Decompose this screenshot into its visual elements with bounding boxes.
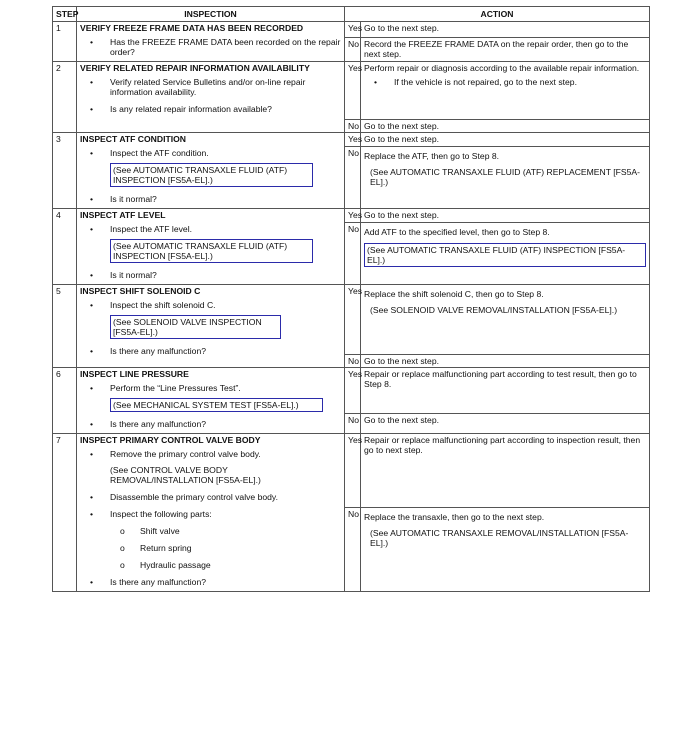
step-2-inspection [77,62,345,133]
step-5-title: INSPECT SHIFT SOLENOID C [80,286,201,296]
step-3-yes: Yes [345,133,361,147]
step-5-yes-reference: (See SOLENOID VALVE REMOVAL/INSTALLATION [FS5A-EL].) [370,305,618,315]
step-1-no-action: Record the FREEZE FRAME DATA on the repair order, then go to the next step. [361,38,650,62]
step-5-reference-link[interactable]: (See SOLENOID VALVE INSPECTION [FS5A-EL].) [110,315,281,339]
step-2-yes: Yes [345,62,361,120]
step-7-number: 7 [53,434,77,592]
step-2-yes-bullet: • If the vehicle is not repaired, go to the next step. [374,77,577,87]
step-2-title: VERIFY RELATED REPAIR INFORMATION AVAILABILITY [80,63,310,73]
step-5-inspection [77,285,345,368]
step-1-title: VERIFY FREEZE FRAME DATA HAS BEEN RECORDED [80,23,304,33]
step-4-no-action: Add ATF to the specified level, then go to Step 8. (See AUTOMATIC TRANSAXLE FLUID (ATF) INSPECTION [FS5A-EL].) [361,223,650,285]
step-7-part-1: o Shift valve [120,526,180,536]
step-6-yes-action: Repair or replace malfunctioning part according to test result, then go to Step 8. [361,368,650,414]
step-1-number: 1 [53,22,77,62]
bullet-icon: • [90,148,94,158]
step-4-no-reference-link[interactable]: (See AUTOMATIC TRANSAXLE FLUID (ATF) INSPECTION [FS5A-EL].) [364,243,646,267]
bullet-icon: • [90,509,94,519]
step-7-no-action: Replace the transaxle, then go to the next step. (See AUTOMATIC TRANSAXLE REMOVAL/INSTALLATION [FS5A-EL].) [361,508,650,592]
circle-bullet-icon: o [120,543,125,553]
step-3-yes-action: Go to the next step. [361,133,650,147]
step-7-yes: Yes [345,434,361,508]
step-5-row-yes [53,285,650,355]
circle-bullet-icon: o [120,560,125,570]
step-4-number: 4 [53,209,77,285]
diagnostic-table [52,6,650,592]
step-3-no: No [345,147,361,209]
step-4-no: No [345,223,361,285]
step-6-number: 6 [53,368,77,434]
step-7-no: No [345,508,361,592]
step-1-question: • Has the FREEZE FRAME DATA been recorded on the repair order? [90,37,341,57]
step-4-title: INSPECT ATF LEVEL [80,210,166,220]
bullet-icon: • [90,449,94,459]
step-5-bullet-1: • Inspect the shift solenoid C. [90,300,216,310]
step-7-bullet-2: • Disassemble the primary control valve body. [90,492,278,502]
header-step: STEP [53,7,77,22]
bullet-icon: • [90,492,94,502]
bullet-icon: • [90,383,94,393]
step-3-number: 3 [53,133,77,209]
bullet-icon: • [90,577,94,587]
circle-bullet-icon: o [120,526,125,536]
step-7-bullet-3: • Inspect the following parts: [90,509,212,519]
step-6-reference-link[interactable]: (See MECHANICAL SYSTEM TEST [FS5A-EL].) [110,398,323,412]
bullet-icon: • [90,300,94,310]
step-7-row-yes [53,434,650,508]
step-7-inspection [77,434,345,592]
header-row [53,7,650,22]
step-1-inspection [77,22,345,62]
bullet-icon: • [90,224,94,234]
step-2-no: No [345,120,361,133]
step-5-no-action: Go to the next step. [361,355,650,368]
step-7-bullet-1: • Remove the primary control valve body. [90,449,261,459]
step-6-inspection [77,368,345,434]
step-6-no: No [345,414,361,434]
bullet-icon: • [90,419,94,429]
step-6-bullet-1: • Perform the “Line Pressures Test”. [90,383,241,393]
step-3-question: • Is it normal? [90,194,157,204]
step-3-inspection [77,133,345,209]
bullet-icon: • [90,270,94,280]
step-5-question: • Is there any malfunction? [90,346,207,356]
step-1-yes: Yes [345,22,361,38]
step-4-reference-link[interactable]: (See AUTOMATIC TRANSAXLE FLUID (ATF) INSPECTION [FS5A-EL].) [110,239,313,263]
step-7-part-2: o Return spring [120,543,192,553]
header-inspection: INSPECTION [77,7,345,22]
step-4-inspection [77,209,345,285]
header-action: ACTION [345,7,650,22]
step-4-bullet-1: • Inspect the ATF level. [90,224,192,234]
step-4-row-yes [53,209,650,223]
bullet-icon: • [90,194,94,204]
step-3-no-action: Replace the ATF, then go to Step 8. (See AUTOMATIC TRANSAXLE FLUID (ATF) REPLACEMENT [FS5A-EL].) [361,147,650,209]
step-2-row-yes [53,62,650,120]
step-5-yes-action: Replace the shift solenoid C, then go to Step 8. (See SOLENOID VALVE REMOVAL/INSTALLATION [FS5A-EL].) [361,285,650,355]
step-7-part-3: o Hydraulic passage [120,560,211,570]
step-4-yes-action: Go to the next step. [361,209,650,223]
bullet-icon: • [90,77,94,87]
step-2-yes-action: Perform repair or diagnosis according to the available repair information. • If the vehicle is not repaired, go to the next step. [361,62,650,120]
step-3-reference-link[interactable]: (See AUTOMATIC TRANSAXLE FLUID (ATF) INSPECTION [FS5A-EL].) [110,163,313,187]
step-6-yes: Yes [345,368,361,414]
step-5-yes: Yes [345,285,361,355]
step-1-row-yes [53,22,650,38]
step-7-yes-action: Repair or replace malfunctioning part according to inspection result, then go to next step. [361,434,650,508]
step-7-question: • Is there any malfunction? [90,577,207,587]
bullet-icon: • [90,37,94,47]
step-3-title: INSPECT ATF CONDITION [80,134,186,144]
step-3-bullet-1: • Inspect the ATF condition. [90,148,209,158]
step-2-no-action: Go to the next step. [361,120,650,133]
step-3-no-reference: (See AUTOMATIC TRANSAXLE FLUID (ATF) REPLACEMENT [FS5A-EL].) [370,167,640,187]
bullet-icon: • [90,346,94,356]
step-7-title: INSPECT PRIMARY CONTROL VALVE BODY [80,435,261,445]
step-7-no-reference: (See AUTOMATIC TRANSAXLE REMOVAL/INSTALLATION [FS5A-EL].) [370,528,629,548]
step-4-question: • Is it normal? [90,270,157,280]
step-6-no-action: Go to the next step. [361,414,650,434]
step-1-no: No [345,38,361,62]
step-2-bullet-1: • Verify related Service Bulletins and/or on-line repair information availability. [90,77,306,97]
step-6-question: • Is there any malfunction? [90,419,207,429]
step-3-row-yes [53,133,650,147]
bullet-icon: • [374,77,378,87]
step-2-number: 2 [53,62,77,133]
step-1-yes-action: Go to the next step. [361,22,650,38]
step-5-number: 5 [53,285,77,368]
bullet-icon: • [90,104,94,114]
step-5-no: No [345,355,361,368]
step-6-title: INSPECT LINE PRESSURE [80,369,189,379]
step-7-reference: (See CONTROL VALVE BODY REMOVAL/INSTALLATION [FS5A-EL].) [110,465,261,485]
step-6-row-yes [53,368,650,414]
step-4-yes: Yes [345,209,361,223]
step-2-question: • Is any related repair information available? [90,104,272,114]
